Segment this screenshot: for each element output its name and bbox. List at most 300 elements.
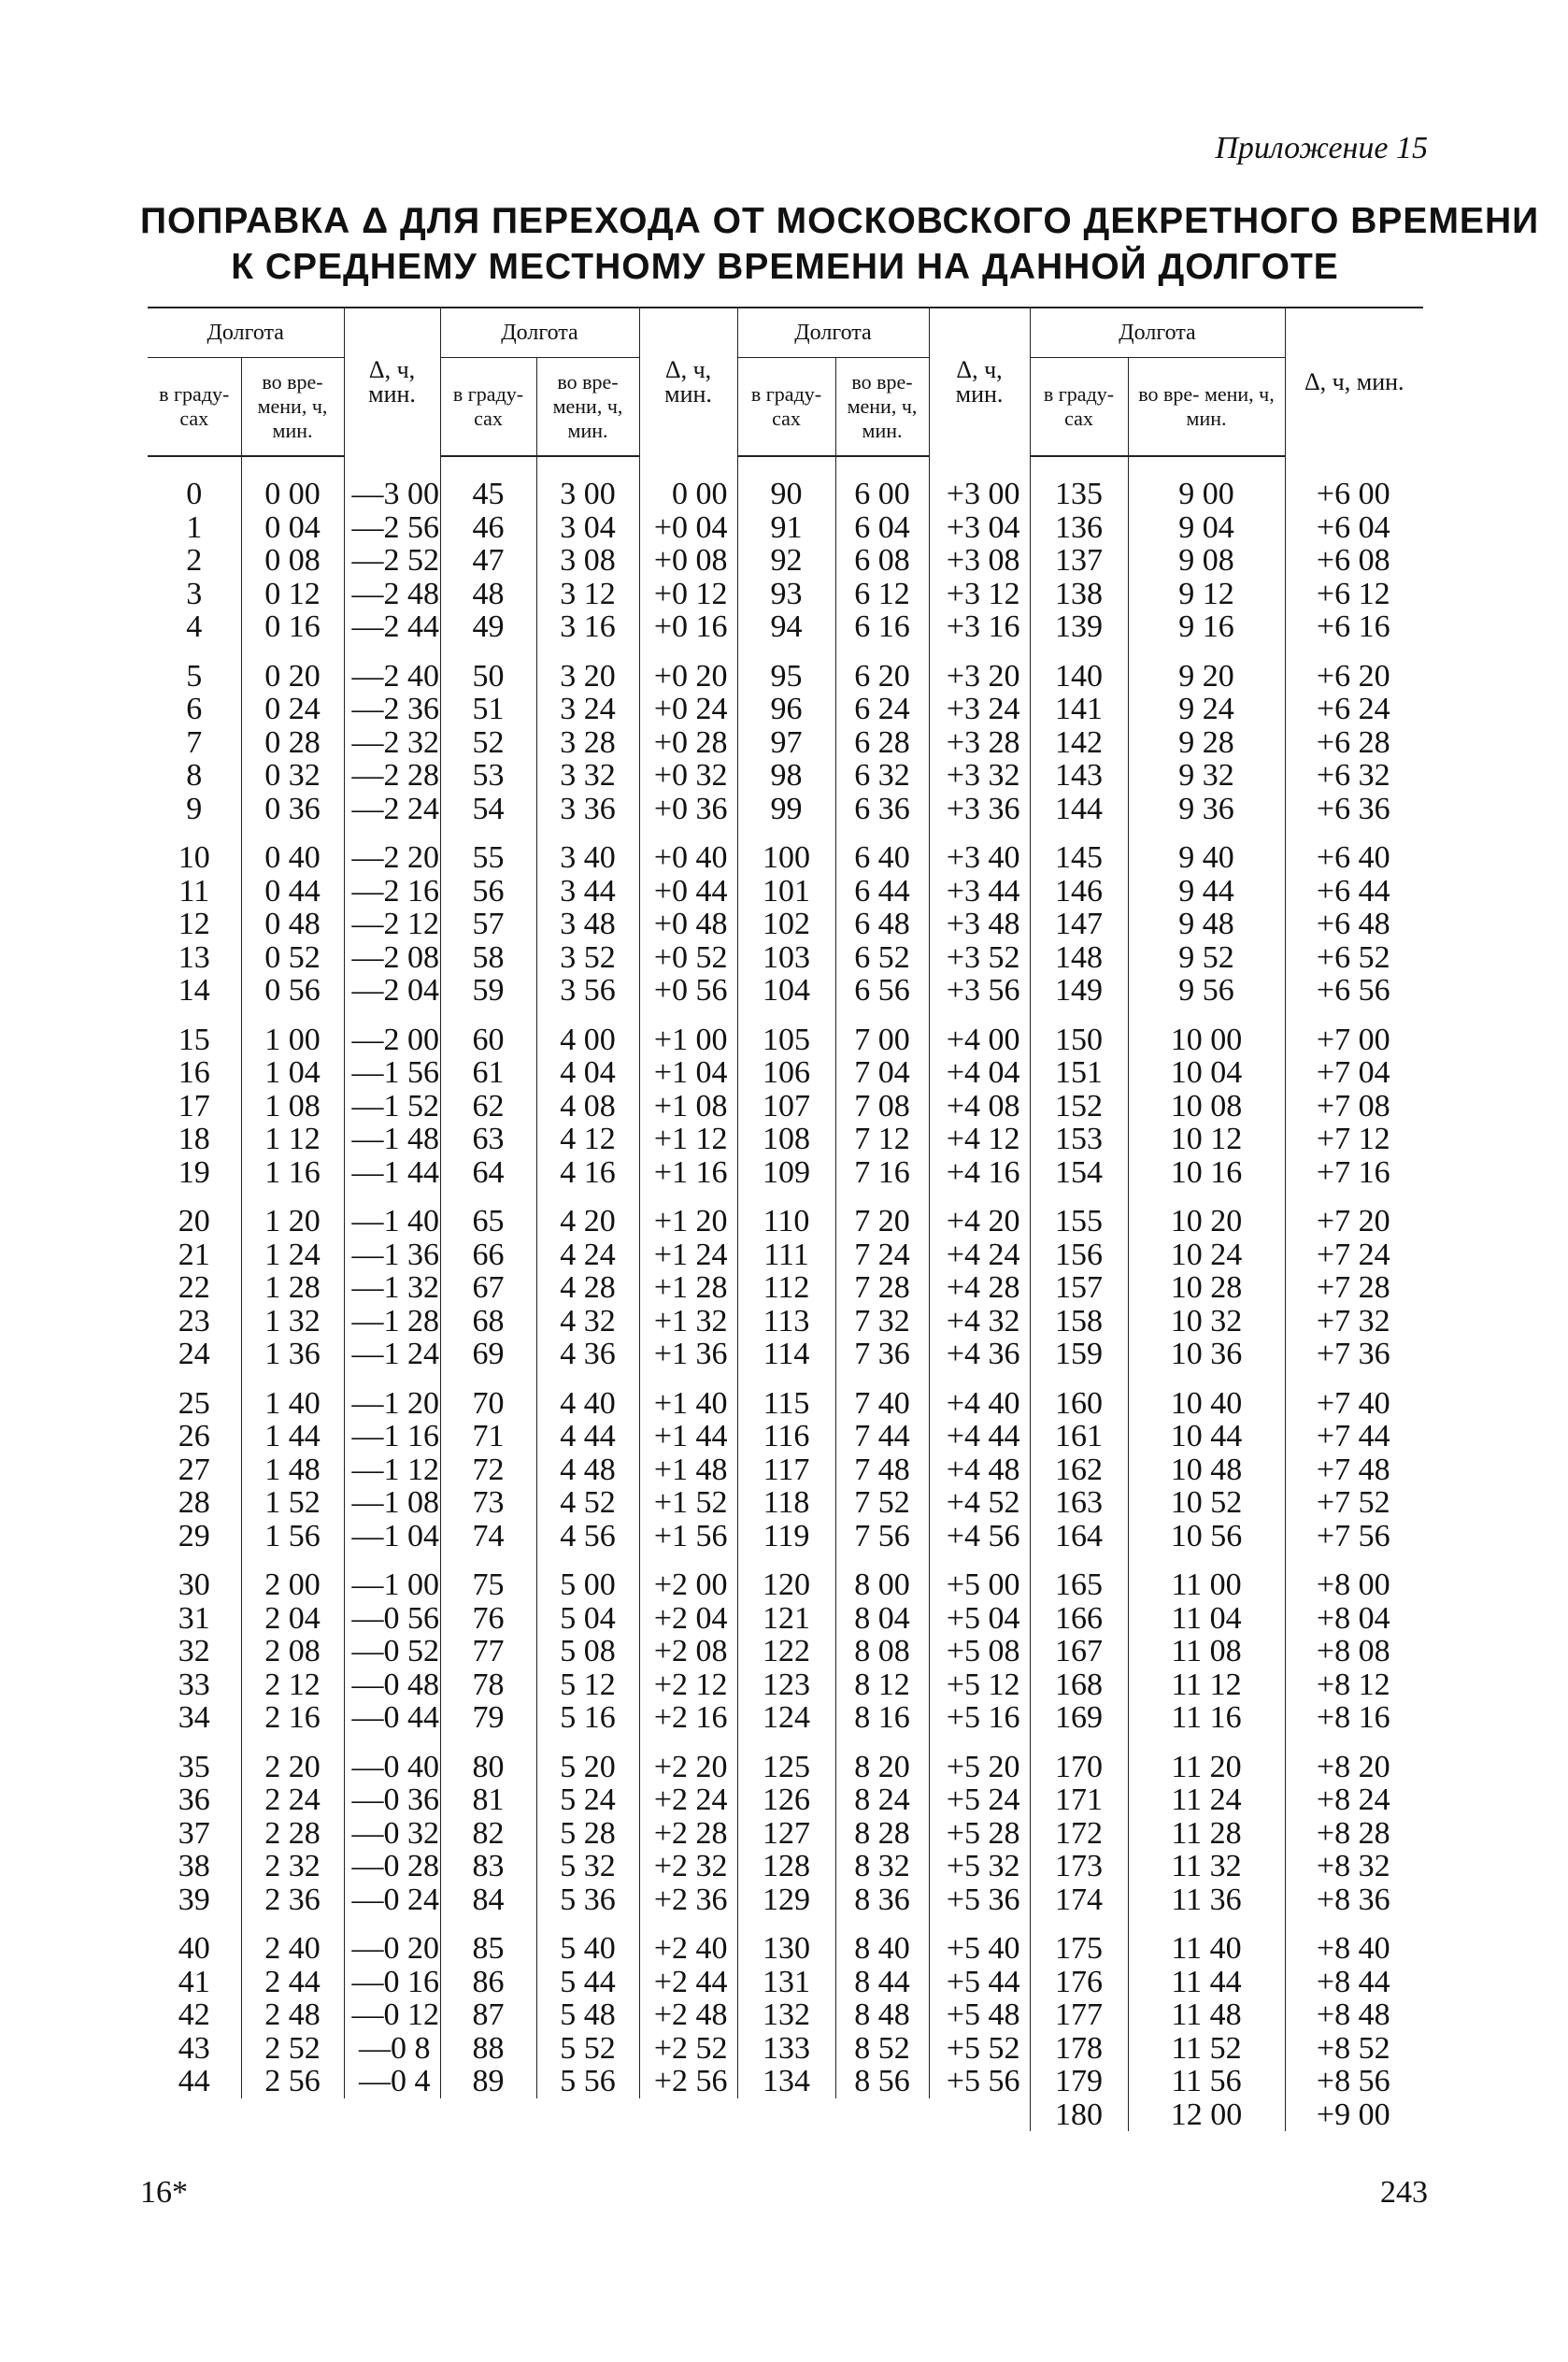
time-cell: 3 04 (536, 511, 639, 545)
delta-cell: +0 24 (639, 693, 737, 726)
degrees-cell: 8 (186, 758, 203, 793)
delta-cell: —0 12 (344, 1998, 440, 2032)
delta-cell: +0 28 (639, 726, 737, 760)
delta-cell: +8 12 (1285, 1668, 1423, 1702)
delta-cell: +1 20 (639, 1189, 737, 1238)
degrees-cell: 23 (178, 1303, 210, 1338)
degrees-cell: 105 (737, 1008, 835, 1057)
delta-cell: +6 24 (1285, 693, 1423, 726)
time-cell: 6 40 (835, 825, 929, 875)
table-row (148, 1520, 1423, 1553)
delta-cell: +5 20 (929, 1735, 1030, 1784)
delta-cell: +6 28 (1285, 726, 1423, 760)
time-cell: 11 08 (1128, 1635, 1285, 1668)
time-cell: 5 48 (536, 1998, 639, 2032)
delta-cell: —0 16 (344, 1966, 440, 1999)
degrees-cell: 27 (178, 1452, 210, 1487)
delta-cell: +5 52 (929, 2032, 1030, 2066)
time-cell: 6 32 (835, 759, 929, 793)
time-cell: 10 28 (1128, 1271, 1285, 1305)
delta-cell: +1 48 (639, 1453, 737, 1487)
delta-cell: —2 20 (344, 825, 440, 875)
time-cell: 9 04 (1128, 511, 1285, 545)
degrees-cell: 110 (737, 1189, 835, 1238)
degrees-cell: 52 (440, 726, 536, 760)
degrees-cell: 115 (737, 1371, 835, 1421)
delta-cell: +3 20 (929, 644, 1030, 694)
time-cell: 4 00 (536, 1008, 639, 1057)
degrees-cell: 47 (440, 544, 536, 578)
time-cell: 5 32 (536, 1850, 639, 1883)
time-cell: 1 08 (241, 1090, 344, 1124)
time-cell: 10 20 (1128, 1189, 1285, 1238)
delta-cell: +6 08 (1285, 544, 1423, 578)
time-cell: 7 48 (835, 1453, 929, 1487)
delta-cell: +8 48 (1285, 1998, 1423, 2032)
time-cell: 11 44 (1128, 1966, 1285, 1999)
delta-cell: +5 32 (929, 1850, 1030, 1883)
degrees-cell: 117 (737, 1453, 835, 1487)
delta-cell: —1 08 (344, 1486, 440, 1520)
degrees-cell: 166 (1030, 1602, 1128, 1636)
delta-cell: +5 16 (929, 1701, 1030, 1735)
header-degrees-2: в граду- сах (440, 358, 536, 457)
degrees-cell: 172 (1030, 1817, 1128, 1851)
time-cell: 11 28 (1128, 1817, 1285, 1851)
time-cell: 0 36 (241, 793, 344, 826)
degrees-cell: 86 (440, 1966, 536, 1999)
degrees-cell: 92 (737, 544, 835, 578)
correction-table (148, 307, 1423, 2131)
degrees-cell: 0 (186, 477, 203, 511)
delta-cell: +0 44 (639, 875, 737, 909)
degrees-cell: 70 (440, 1371, 536, 1421)
delta-cell: +8 36 (1285, 1883, 1423, 1917)
delta-cell: +6 44 (1285, 875, 1423, 909)
delta-cell: —2 52 (344, 544, 440, 578)
appendix-label: Приложение 15 (1215, 131, 1428, 165)
table-row (148, 793, 1423, 826)
page-title (140, 198, 1540, 290)
delta-cell: —0 24 (344, 1883, 440, 1917)
time-cell: 6 16 (835, 610, 929, 644)
time-cell: 9 20 (1128, 644, 1285, 694)
degrees-cell: 25 (178, 1385, 210, 1421)
degrees-cell: 20 (178, 1204, 210, 1238)
degrees-cell: 41 (178, 1964, 210, 1999)
time-cell: 0 48 (241, 908, 344, 941)
degrees-cell: 131 (737, 1966, 835, 1999)
time-cell: 7 52 (835, 1486, 929, 1520)
empty-cell (536, 2098, 639, 2132)
time-cell: 9 08 (1128, 544, 1285, 578)
time-cell: 3 20 (536, 644, 639, 694)
degrees-cell: 125 (737, 1735, 835, 1784)
time-cell: 0 52 (241, 941, 344, 975)
degrees-cell: 13 (178, 939, 210, 975)
delta-cell: +5 48 (929, 1998, 1030, 2032)
delta-cell: +8 40 (1285, 1916, 1423, 1966)
delta-cell: +8 08 (1285, 1635, 1423, 1668)
delta-cell: +3 40 (929, 825, 1030, 875)
empty-cell (835, 2098, 929, 2132)
time-cell: 7 56 (835, 1520, 929, 1553)
time-cell: 5 04 (536, 1602, 639, 1636)
degrees-cell: 101 (737, 875, 835, 909)
delta-cell: +1 52 (639, 1486, 737, 1520)
time-cell: 11 12 (1128, 1668, 1285, 1702)
degrees-cell: 165 (1030, 1553, 1128, 1602)
delta-cell: +2 12 (639, 1668, 737, 1702)
time-cell: 2 00 (241, 1553, 344, 1602)
table-row (148, 1966, 1423, 1999)
time-cell: 2 56 (241, 2065, 344, 2098)
degrees-cell: 144 (1030, 793, 1128, 826)
table-row (148, 1701, 1423, 1735)
time-cell: 10 56 (1128, 1520, 1285, 1553)
degrees-cell: 37 (178, 1815, 210, 1851)
delta-cell: +4 00 (929, 1008, 1030, 1057)
delta-cell: +5 12 (929, 1668, 1030, 1702)
empty-cell (344, 2098, 440, 2132)
delta-cell: +3 36 (929, 793, 1030, 826)
header-longitude-4: Долгота (1030, 308, 1285, 358)
delta-cell: +6 56 (1285, 974, 1423, 1008)
delta-cell: +4 44 (929, 1420, 1030, 1453)
time-cell: 8 44 (835, 1966, 929, 1999)
time-cell: 5 00 (536, 1553, 639, 1602)
degrees-cell: 159 (1030, 1338, 1128, 1371)
delta-cell: +8 24 (1285, 1783, 1423, 1817)
degrees-cell: 50 (440, 644, 536, 694)
time-cell: 4 24 (536, 1238, 639, 1272)
delta-cell: +5 40 (929, 1916, 1030, 1966)
delta-cell: +0 52 (639, 941, 737, 975)
delta-cell: +2 56 (639, 2065, 737, 2098)
time-cell: 3 28 (536, 726, 639, 760)
time-cell: 9 12 (1128, 578, 1285, 611)
delta-cell: +0 04 (639, 511, 737, 545)
degrees-cell: 24 (178, 1337, 210, 1371)
degrees-cell: 154 (1030, 1156, 1128, 1190)
time-cell: 7 08 (835, 1090, 929, 1124)
time-cell: 3 32 (536, 759, 639, 793)
time-cell: 6 36 (835, 793, 929, 826)
time-cell: 9 24 (1128, 693, 1285, 726)
time-cell: 10 36 (1128, 1338, 1285, 1371)
table-row (148, 1090, 1423, 1124)
delta-cell: —2 40 (344, 644, 440, 694)
degrees-cell: 42 (178, 1997, 210, 2032)
delta-cell: +2 52 (639, 2032, 737, 2066)
degrees-cell: 145 (1030, 825, 1128, 875)
degrees-cell: 153 (1030, 1123, 1128, 1156)
delta-cell: —2 28 (344, 759, 440, 793)
time-cell: 0 20 (241, 644, 344, 694)
table-row (148, 2032, 1423, 2066)
time-cell: 2 20 (241, 1735, 344, 1784)
delta-cell: +8 52 (1285, 2032, 1423, 2066)
delta-cell: +2 40 (639, 1916, 737, 1966)
delta-cell: +0 36 (639, 793, 737, 826)
delta-cell: —0 36 (344, 1783, 440, 1817)
time-cell: 8 16 (835, 1701, 929, 1735)
time-cell: 10 52 (1128, 1486, 1285, 1520)
degrees-cell: 49 (440, 610, 536, 644)
delta-cell: +6 16 (1285, 610, 1423, 644)
header-degrees-1: в граду- сах (148, 358, 241, 457)
time-cell: 11 04 (1128, 1602, 1285, 1636)
delta-cell: —0 28 (344, 1850, 440, 1883)
delta-cell: —1 40 (344, 1189, 440, 1238)
degrees-cell: 18 (178, 1122, 210, 1156)
time-cell: 7 00 (835, 1008, 929, 1057)
degrees-cell: 71 (440, 1420, 536, 1453)
degrees-cell: 16 (178, 1055, 210, 1090)
delta-cell: —1 48 (344, 1123, 440, 1156)
time-cell: 6 56 (835, 974, 929, 1008)
table-row (148, 1123, 1423, 1156)
delta-cell: —3 00 (344, 456, 440, 511)
time-cell: 8 12 (835, 1668, 929, 1702)
time-cell: 1 24 (241, 1238, 344, 1272)
delta-cell: —1 04 (344, 1520, 440, 1553)
table-row (148, 974, 1423, 1008)
degrees-cell: 175 (1030, 1916, 1128, 1966)
degrees-cell: 85 (440, 1916, 536, 1966)
header-delta-3: Δ, ч, мин. (929, 308, 1030, 456)
delta-cell: +7 40 (1285, 1371, 1423, 1421)
delta-cell: +6 48 (1285, 908, 1423, 941)
time-cell: 4 36 (536, 1338, 639, 1371)
degrees-cell: 54 (440, 793, 536, 826)
degrees-cell: 74 (440, 1520, 536, 1553)
degrees-cell: 128 (737, 1850, 835, 1883)
table-row (148, 644, 1423, 694)
degrees-cell: 63 (440, 1123, 536, 1156)
degrees-cell: 29 (178, 1518, 210, 1553)
time-cell: 2 04 (241, 1602, 344, 1636)
time-cell: 10 44 (1128, 1420, 1285, 1453)
delta-cell: +3 44 (929, 875, 1030, 909)
delta-cell: —1 20 (344, 1371, 440, 1421)
delta-cell: —2 44 (344, 610, 440, 644)
delta-cell: —1 44 (344, 1156, 440, 1190)
time-cell: 5 44 (536, 1966, 639, 1999)
degrees-cell: 72 (440, 1453, 536, 1487)
time-cell: 4 32 (536, 1305, 639, 1338)
delta-cell: —2 08 (344, 941, 440, 975)
time-cell: 2 24 (241, 1783, 344, 1817)
delta-cell: +4 12 (929, 1123, 1030, 1156)
degrees-cell: 122 (737, 1635, 835, 1668)
degrees-cell: 5 (186, 658, 203, 694)
time-cell: 8 24 (835, 1783, 929, 1817)
delta-cell: +8 00 (1285, 1553, 1423, 1602)
degrees-cell: 155 (1030, 1189, 1128, 1238)
table-row (148, 941, 1423, 975)
degrees-cell: 127 (737, 1817, 835, 1851)
time-cell: 4 04 (536, 1056, 639, 1090)
delta-cell: +7 08 (1285, 1090, 1423, 1124)
time-cell: 5 16 (536, 1701, 639, 1735)
delta-cell: +0 40 (639, 825, 737, 875)
time-cell: 2 48 (241, 1998, 344, 2032)
table-row (148, 1486, 1423, 1520)
degrees-cell: 157 (1030, 1271, 1128, 1305)
delta-cell: +8 16 (1285, 1701, 1423, 1735)
delta-cell: +7 24 (1285, 1238, 1423, 1272)
delta-cell: —2 16 (344, 875, 440, 909)
time-cell: 1 40 (241, 1371, 344, 1421)
time-cell: 1 56 (241, 1520, 344, 1553)
delta-cell: +4 28 (929, 1271, 1030, 1305)
time-cell: 1 36 (241, 1338, 344, 1371)
delta-cell: —1 16 (344, 1420, 440, 1453)
time-cell: 9 48 (1128, 908, 1285, 941)
time-cell: 10 16 (1128, 1156, 1285, 1190)
delta-cell: +7 00 (1285, 1008, 1423, 1057)
header-delta-2: Δ, ч, мин. (639, 308, 737, 456)
degrees-cell: 178 (1030, 2032, 1128, 2066)
degrees-cell: 163 (1030, 1486, 1128, 1520)
degrees-cell: 81 (440, 1783, 536, 1817)
degrees-cell: 126 (737, 1783, 835, 1817)
time-cell: 10 08 (1128, 1090, 1285, 1124)
degrees-cell: 120 (737, 1553, 835, 1602)
delta-cell: +2 20 (639, 1735, 737, 1784)
degrees-cell: 156 (1030, 1238, 1128, 1272)
delta-cell: —0 20 (344, 1916, 440, 1966)
table-row (148, 2065, 1423, 2098)
delta-cell: +8 32 (1285, 1850, 1423, 1883)
degrees-cell: 59 (440, 974, 536, 1008)
delta-cell: +7 20 (1285, 1189, 1423, 1238)
delta-cell: +4 52 (929, 1486, 1030, 1520)
time-cell: 1 16 (241, 1156, 344, 1190)
degrees-cell: 11 (178, 873, 210, 909)
delta-cell: +0 48 (639, 908, 737, 941)
degrees-cell: 22 (178, 1270, 210, 1305)
table-row (148, 511, 1423, 545)
time-cell: 4 28 (536, 1271, 639, 1305)
time-cell: 3 40 (536, 825, 639, 875)
empty-cell (737, 2098, 835, 2132)
time-cell: 8 48 (835, 1998, 929, 2032)
degrees-cell: 102 (737, 908, 835, 941)
time-cell: 7 24 (835, 1238, 929, 1272)
degrees-cell: 100 (737, 825, 835, 875)
time-cell: 9 00 (1128, 456, 1285, 511)
time-cell: 7 44 (835, 1420, 929, 1453)
time-cell: 11 40 (1128, 1916, 1285, 1966)
time-cell: 6 44 (835, 875, 929, 909)
time-cell: 2 40 (241, 1916, 344, 1966)
table-row (148, 1420, 1423, 1453)
degrees-cell: 139 (1030, 610, 1128, 644)
time-cell: 6 28 (835, 726, 929, 760)
degrees-cell: 104 (737, 974, 835, 1008)
degrees-cell: 28 (178, 1485, 210, 1520)
delta-cell: +0 16 (639, 610, 737, 644)
delta-cell: +3 56 (929, 974, 1030, 1008)
degrees-cell: 113 (737, 1305, 835, 1338)
time-cell: 3 56 (536, 974, 639, 1008)
delta-cell: +6 00 (1285, 456, 1423, 511)
header-time-2: во вре- мени, ч, мин. (536, 358, 639, 457)
degrees-cell: 177 (1030, 1998, 1128, 2032)
degrees-cell: 99 (737, 793, 835, 826)
delta-cell: +7 32 (1285, 1305, 1423, 1338)
time-cell: 1 00 (241, 1008, 344, 1057)
empty-cell (929, 2098, 1030, 2132)
delta-cell: +3 52 (929, 941, 1030, 975)
degrees-cell: 2 (186, 543, 203, 578)
time-cell: 8 56 (835, 2065, 929, 2098)
table-row (148, 1553, 1423, 1602)
time-cell: 4 56 (536, 1520, 639, 1553)
degrees-cell: 60 (440, 1008, 536, 1057)
delta-cell: 0 00 (639, 456, 737, 511)
delta-cell: +0 20 (639, 644, 737, 694)
time-cell: 9 56 (1128, 974, 1285, 1008)
delta-cell: —0 44 (344, 1701, 440, 1735)
degrees-cell: 69 (440, 1338, 536, 1371)
degrees-cell: 44 (178, 2064, 210, 2098)
time-cell: 5 24 (536, 1783, 639, 1817)
degrees-cell: 169 (1030, 1701, 1128, 1735)
time-cell: 9 28 (1128, 726, 1285, 760)
delta-cell: —1 12 (344, 1453, 440, 1487)
degrees-cell: 65 (440, 1189, 536, 1238)
degrees-cell: 146 (1030, 875, 1128, 909)
degrees-cell: 149 (1030, 974, 1128, 1008)
time-cell: 11 24 (1128, 1783, 1285, 1817)
degrees-cell: 40 (178, 1931, 210, 1966)
delta-cell: +7 56 (1285, 1520, 1423, 1553)
time-cell: 11 36 (1128, 1883, 1285, 1917)
time-cell: 9 52 (1128, 941, 1285, 975)
delta-cell: +2 24 (639, 1783, 737, 1817)
degrees-cell: 83 (440, 1850, 536, 1883)
delta-cell: +7 28 (1285, 1271, 1423, 1305)
degrees-cell: 143 (1030, 759, 1128, 793)
delta-cell: —1 00 (344, 1553, 440, 1602)
delta-cell: —0 56 (344, 1602, 440, 1636)
delta-cell: —1 56 (344, 1056, 440, 1090)
delta-cell: —0 32 (344, 1817, 440, 1851)
time-cell: 4 48 (536, 1453, 639, 1487)
degrees-cell: 116 (737, 1420, 835, 1453)
degrees-cell: 9 (186, 791, 203, 826)
time-cell: 1 28 (241, 1271, 344, 1305)
title-line-1: ПОПРАВКА Δ ДЛЯ ПЕРЕХОДА ОТ МОСКОВСКОГО ДЕКРЕТНОГО ВРЕМЕНИ (140, 201, 1540, 241)
time-cell: 4 40 (536, 1371, 639, 1421)
degrees-cell: 151 (1030, 1056, 1128, 1090)
degrees-cell: 111 (737, 1238, 835, 1272)
empty-cell (440, 2098, 536, 2132)
delta-cell: +2 36 (639, 1883, 737, 1917)
degrees-cell: 39 (178, 1882, 210, 1917)
table-row (148, 908, 1423, 941)
delta-cell: +5 04 (929, 1602, 1030, 1636)
delta-cell: —0 40 (344, 1735, 440, 1784)
time-cell: 10 40 (1128, 1371, 1285, 1421)
table-row (148, 1338, 1423, 1371)
delta-cell: +4 08 (929, 1090, 1030, 1124)
time-cell: 3 52 (536, 941, 639, 975)
time-cell: 0 40 (241, 825, 344, 875)
